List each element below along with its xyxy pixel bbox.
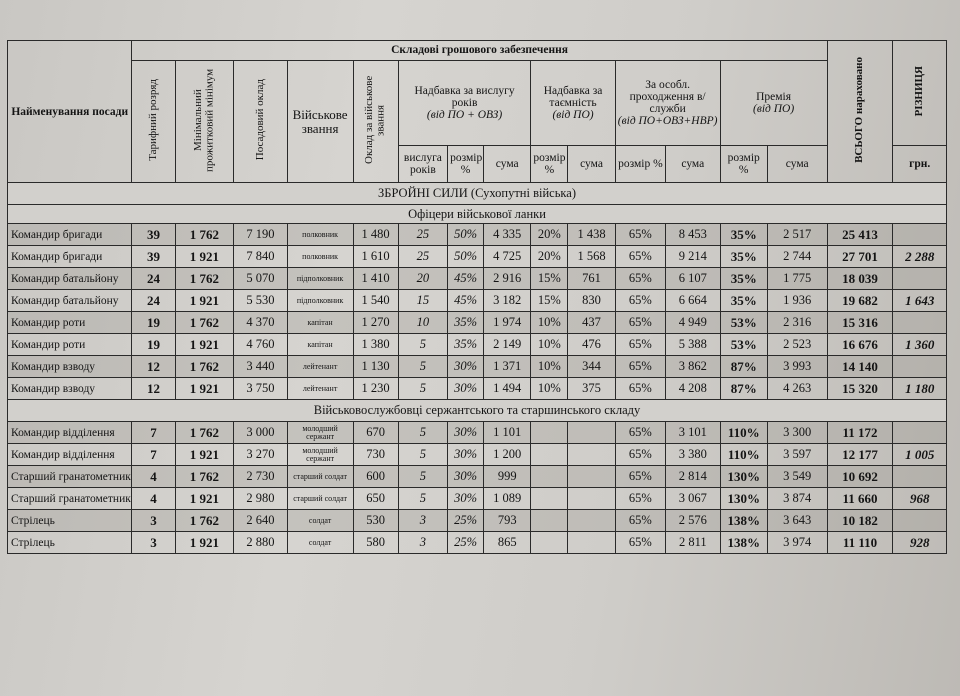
cell-special-sum: 9 214 [666,246,721,268]
cell-total: 25 413 [827,224,893,246]
cell-rank: молодший сержант [287,444,353,466]
header-secrecy-sum: сума [568,146,615,183]
cell-bonus-pct: 35% [720,224,767,246]
header-special-sub: (від ПО+ОВЗ+НВР) [617,115,718,128]
cell-rank: лейтенант [287,378,353,400]
cell-salary: 5 530 [234,290,287,312]
table-row [8,444,947,466]
cell-rank-pay: 650 [353,488,398,510]
cell-secrecy-sum [568,466,615,488]
cell-rank: капітан [287,312,353,334]
cell-diff: 928 [893,532,947,554]
cell-years: 3 [398,510,447,532]
cell-rank-pay: 1 540 [353,290,398,312]
header-special-size: розмір % [615,146,665,183]
cell-years: 5 [398,466,447,488]
cell-position: Командир відділення [8,444,132,466]
cell-years: 15 [398,290,447,312]
cell-bonus-sum: 2 517 [767,224,827,246]
cell-bonus-sum: 3 643 [767,510,827,532]
cell-tariff: 24 [132,268,175,290]
cell-years: 3 [398,532,447,554]
cell-rank-pay: 670 [353,422,398,444]
cell-special-sum: 2 814 [666,466,721,488]
cell-position: Командир роти [8,312,132,334]
cell-secrecy-sum: 1 568 [568,246,615,268]
header-total: ВСЬОГО нараховано [827,41,893,183]
cell-rank: підполковник [287,268,353,290]
cell-seniority-pct: 50% [448,246,484,268]
cell-min-wage: 1 762 [175,422,234,444]
cell-bonus-sum: 3 549 [767,466,827,488]
table-header [8,41,947,183]
table-row [8,422,947,444]
cell-rank-pay: 580 [353,532,398,554]
header-seniority-sub: (від ПО + ОВЗ) [426,109,503,122]
cell-seniority-sum: 4 335 [484,224,531,246]
cell-secrecy-pct: 10% [531,378,568,400]
cell-bonus-sum: 3 597 [767,444,827,466]
cell-bonus-pct: 53% [720,312,767,334]
cell-bonus-sum: 1 936 [767,290,827,312]
cell-salary: 5 070 [234,268,287,290]
cell-secrecy-sum [568,510,615,532]
cell-seniority-sum: 2 149 [484,334,531,356]
cell-salary: 2 980 [234,488,287,510]
cell-min-wage: 1 762 [175,356,234,378]
cell-secrecy-sum: 761 [568,268,615,290]
cell-rank: молодший сержант [287,422,353,444]
cell-position: Старший гранатометник [8,488,132,510]
cell-tariff: 3 [132,510,175,532]
cell-position: Старший гранатометник [8,466,132,488]
table-row [8,488,947,510]
cell-bonus-pct: 110% [720,422,767,444]
cell-bonus-sum: 2 523 [767,334,827,356]
cell-min-wage: 1 921 [175,488,234,510]
cell-seniority-sum: 2 916 [484,268,531,290]
cell-rank: солдат [287,510,353,532]
cell-seniority-pct: 25% [448,532,484,554]
header-rank-pay: Оклад за військове звання [353,61,398,183]
cell-secrecy-sum [568,422,615,444]
cell-special-pct: 65% [615,422,665,444]
cell-years: 5 [398,422,447,444]
cell-salary: 2 730 [234,466,287,488]
cell-diff: 1 005 [893,444,947,466]
cell-position: Командир бригади [8,224,132,246]
cell-position: Командир батальйону [8,290,132,312]
cell-total: 11 172 [827,422,893,444]
cell-rank-pay: 1 230 [353,378,398,400]
section-armed-forces [8,183,947,224]
cell-rank-pay: 1 410 [353,268,398,290]
cell-seniority-sum: 1 200 [484,444,531,466]
cell-min-wage: 1 921 [175,378,234,400]
table-row [8,312,947,334]
cell-rank: полковник [287,246,353,268]
cell-secrecy-sum: 437 [568,312,615,334]
header-secrecy [531,61,615,146]
cell-rank: солдат [287,532,353,554]
header-secrecy-title: Надбавка за таємність [543,84,603,110]
table-row [8,378,947,400]
cell-total: 10 692 [827,466,893,488]
cell-tariff: 24 [132,290,175,312]
cell-special-sum: 3 862 [666,356,721,378]
cell-seniority-pct: 35% [448,312,484,334]
cell-seniority-pct: 30% [448,422,484,444]
cell-bonus-pct: 138% [720,510,767,532]
cell-secrecy-sum [568,488,615,510]
cell-secrecy-sum [568,532,615,554]
cell-secrecy-pct: 20% [531,224,568,246]
cell-salary: 3 750 [234,378,287,400]
cell-position: Командир бригади [8,246,132,268]
cell-years: 25 [398,224,447,246]
cell-special-pct: 65% [615,268,665,290]
cell-special-sum: 2 811 [666,532,721,554]
cell-diff [893,422,947,444]
cell-bonus-pct: 138% [720,532,767,554]
cell-seniority-sum: 999 [484,466,531,488]
cell-bonus-pct: 53% [720,334,767,356]
cell-secrecy-pct: 20% [531,246,568,268]
table-row [8,290,947,312]
cell-seniority-sum: 1 494 [484,378,531,400]
cell-diff [893,268,947,290]
cell-years: 5 [398,356,447,378]
cell-seniority-pct: 50% [448,224,484,246]
cell-seniority-pct: 25% [448,510,484,532]
cell-years: 5 [398,334,447,356]
cell-secrecy-sum: 344 [568,356,615,378]
cell-special-pct: 65% [615,290,665,312]
cell-tariff: 7 [132,422,175,444]
header-bonus-size: розмір % [720,146,767,183]
cell-bonus-pct: 130% [720,466,767,488]
cell-bonus-pct: 87% [720,356,767,378]
table-row [8,510,947,532]
cell-min-wage: 1 921 [175,444,234,466]
cell-secrecy-sum: 375 [568,378,615,400]
header-salary: Посадовий оклад [234,61,287,183]
cell-special-pct: 65% [615,334,665,356]
header-min-wage: Мінімальний прожитковий мінімум [175,61,234,183]
cell-secrecy-sum: 830 [568,290,615,312]
cell-position: Командир взводу [8,378,132,400]
cell-total: 14 140 [827,356,893,378]
cell-salary: 3 000 [234,422,287,444]
cell-special-pct: 65% [615,356,665,378]
cell-bonus-sum: 3 993 [767,356,827,378]
cell-rank-pay: 600 [353,466,398,488]
header-secrecy-size: розмір % [531,146,568,183]
cell-diff: 1 180 [893,378,947,400]
cell-position: Командир відділення [8,422,132,444]
officers-title: Офіцери військової ланки [8,205,947,224]
cell-tariff: 19 [132,334,175,356]
cell-rank-pay: 730 [353,444,398,466]
cell-diff: 1 643 [893,290,947,312]
cell-special-pct: 65% [615,378,665,400]
cell-tariff: 39 [132,224,175,246]
cell-years: 5 [398,444,447,466]
section-sergeants [8,400,947,422]
cell-years: 25 [398,246,447,268]
header-uah: грн. [893,146,947,183]
cell-secrecy-sum: 1 438 [568,224,615,246]
cell-diff [893,356,947,378]
cell-diff [893,312,947,334]
cell-special-sum: 6 664 [666,290,721,312]
cell-bonus-sum: 3 874 [767,488,827,510]
cell-total: 10 182 [827,510,893,532]
cell-seniority-pct: 30% [448,488,484,510]
cell-rank: старший солдат [287,466,353,488]
cell-seniority-sum: 1 974 [484,312,531,334]
table-row [8,268,947,290]
cell-special-sum: 4 949 [666,312,721,334]
cell-total: 11 660 [827,488,893,510]
cell-bonus-sum: 3 974 [767,532,827,554]
header-diff: РІЗНИЦЯ [893,41,947,146]
cell-tariff: 7 [132,444,175,466]
header-special-sum: сума [666,146,721,183]
header-special-title: За особл. проходження в/служби [629,78,706,116]
cell-bonus-sum: 1 775 [767,268,827,290]
cell-secrecy-pct [531,488,568,510]
sergeants-title: Військовослужбовці сержантського та старшинського складу [8,400,947,422]
cell-special-sum: 3 101 [666,422,721,444]
table-row [8,224,947,246]
cell-special-pct: 65% [615,488,665,510]
cell-tariff: 12 [132,356,175,378]
cell-rank: лейтенант [287,356,353,378]
officers-rows [8,224,947,400]
cell-secrecy-sum [568,444,615,466]
cell-rank-pay: 1 130 [353,356,398,378]
cell-min-wage: 1 762 [175,268,234,290]
cell-seniority-sum: 1 101 [484,422,531,444]
table-row [8,356,947,378]
cell-total: 16 676 [827,334,893,356]
cell-seniority-pct: 30% [448,356,484,378]
table-row [8,334,947,356]
cell-position: Командир роти [8,334,132,356]
cell-special-pct: 65% [615,532,665,554]
cell-diff: 2 288 [893,246,947,268]
cell-years: 5 [398,378,447,400]
table-row [8,532,947,554]
cell-seniority-pct: 45% [448,268,484,290]
cell-position: Стрілець [8,532,132,554]
cell-tariff: 3 [132,532,175,554]
cell-special-sum: 8 453 [666,224,721,246]
cell-seniority-sum: 865 [484,532,531,554]
cell-seniority-sum: 1 371 [484,356,531,378]
cell-tariff: 4 [132,488,175,510]
cell-tariff: 39 [132,246,175,268]
cell-bonus-pct: 130% [720,488,767,510]
cell-tariff: 12 [132,378,175,400]
cell-min-wage: 1 762 [175,312,234,334]
cell-total: 15 320 [827,378,893,400]
cell-bonus-sum: 4 263 [767,378,827,400]
header-seniority [398,61,531,146]
cell-bonus-pct: 35% [720,268,767,290]
pay-table [7,40,947,554]
cell-diff: 1 360 [893,334,947,356]
cell-diff [893,224,947,246]
cell-bonus-pct: 110% [720,444,767,466]
header-bonus-title: Премія [756,91,792,104]
header-components: Складові грошового забезпечення [132,41,827,61]
cell-secrecy-sum: 476 [568,334,615,356]
cell-seniority-sum: 1 089 [484,488,531,510]
cell-special-sum: 3 067 [666,488,721,510]
cell-min-wage: 1 921 [175,290,234,312]
cell-secrecy-pct [531,532,568,554]
cell-total: 18 039 [827,268,893,290]
cell-bonus-pct: 35% [720,290,767,312]
cell-rank: підполковник [287,290,353,312]
header-secrecy-sub: (від ПО) [552,109,594,122]
cell-secrecy-pct: 15% [531,268,568,290]
cell-tariff: 4 [132,466,175,488]
cell-special-pct: 65% [615,466,665,488]
cell-salary: 4 760 [234,334,287,356]
header-special [615,61,720,146]
cell-tariff: 19 [132,312,175,334]
cell-position: Командир взводу [8,356,132,378]
cell-secrecy-pct: 10% [531,334,568,356]
header-rank: Військове звання [287,61,353,183]
cell-seniority-pct: 35% [448,334,484,356]
cell-rank-pay: 1 380 [353,334,398,356]
cell-rank-pay: 530 [353,510,398,532]
cell-bonus-pct: 35% [720,246,767,268]
cell-rank: старший солдат [287,488,353,510]
cell-salary: 7 190 [234,224,287,246]
cell-seniority-sum: 4 725 [484,246,531,268]
cell-special-sum: 3 380 [666,444,721,466]
cell-special-pct: 65% [615,246,665,268]
cell-bonus-sum: 2 744 [767,246,827,268]
cell-position: Стрілець [8,510,132,532]
table-row [8,246,947,268]
cell-secrecy-pct [531,466,568,488]
cell-total: 19 682 [827,290,893,312]
cell-total: 12 177 [827,444,893,466]
cell-diff: 968 [893,488,947,510]
cell-salary: 3 270 [234,444,287,466]
cell-special-sum: 6 107 [666,268,721,290]
cell-years: 10 [398,312,447,334]
cell-diff [893,510,947,532]
cell-salary: 4 370 [234,312,287,334]
header-position: Найменування посади [8,41,132,183]
cell-special-pct: 65% [615,444,665,466]
section-title: ЗБРОЙНІ СИЛИ (Сухопутні війська) [8,183,947,205]
cell-secrecy-pct: 15% [531,290,568,312]
cell-rank-pay: 1 610 [353,246,398,268]
header-seniority-sum: сума [484,146,531,183]
cell-total: 15 316 [827,312,893,334]
cell-rank-pay: 1 270 [353,312,398,334]
cell-salary: 3 440 [234,356,287,378]
cell-seniority-sum: 3 182 [484,290,531,312]
cell-min-wage: 1 762 [175,510,234,532]
cell-salary: 7 840 [234,246,287,268]
cell-seniority-pct: 45% [448,290,484,312]
cell-secrecy-pct [531,510,568,532]
header-bonus [720,61,827,146]
header-seniority-title: Надбавка за вислугу років [414,84,515,110]
header-bonus-sub: (від ПО) [753,103,795,116]
cell-special-sum: 2 576 [666,510,721,532]
cell-special-pct: 65% [615,510,665,532]
cell-secrecy-pct [531,444,568,466]
cell-rank-pay: 1 480 [353,224,398,246]
cell-secrecy-pct: 10% [531,312,568,334]
cell-min-wage: 1 921 [175,532,234,554]
cell-seniority-pct: 30% [448,444,484,466]
cell-rank: полковник [287,224,353,246]
cell-min-wage: 1 762 [175,224,234,246]
cell-min-wage: 1 921 [175,246,234,268]
cell-rank: капітан [287,334,353,356]
cell-min-wage: 1 921 [175,334,234,356]
cell-bonus-sum: 3 300 [767,422,827,444]
cell-salary: 2 880 [234,532,287,554]
header-years: вислуга років [398,146,447,183]
cell-diff [893,466,947,488]
cell-special-pct: 65% [615,224,665,246]
cell-position: Командир батальйону [8,268,132,290]
cell-total: 11 110 [827,532,893,554]
cell-secrecy-pct [531,422,568,444]
cell-years: 20 [398,268,447,290]
cell-salary: 2 640 [234,510,287,532]
cell-years: 5 [398,488,447,510]
cell-seniority-pct: 30% [448,466,484,488]
cell-special-pct: 65% [615,312,665,334]
table-row [8,466,947,488]
cell-special-sum: 4 208 [666,378,721,400]
header-tariff: Тарифний розряд [132,61,175,183]
header-bonus-sum: сума [767,146,827,183]
header-seniority-size: розмір % [448,146,484,183]
sergeants-rows [8,422,947,554]
cell-seniority-pct: 30% [448,378,484,400]
cell-seniority-sum: 793 [484,510,531,532]
cell-min-wage: 1 762 [175,466,234,488]
cell-special-sum: 5 388 [666,334,721,356]
cell-total: 27 701 [827,246,893,268]
cell-secrecy-pct: 10% [531,356,568,378]
cell-bonus-pct: 87% [720,378,767,400]
cell-bonus-sum: 2 316 [767,312,827,334]
